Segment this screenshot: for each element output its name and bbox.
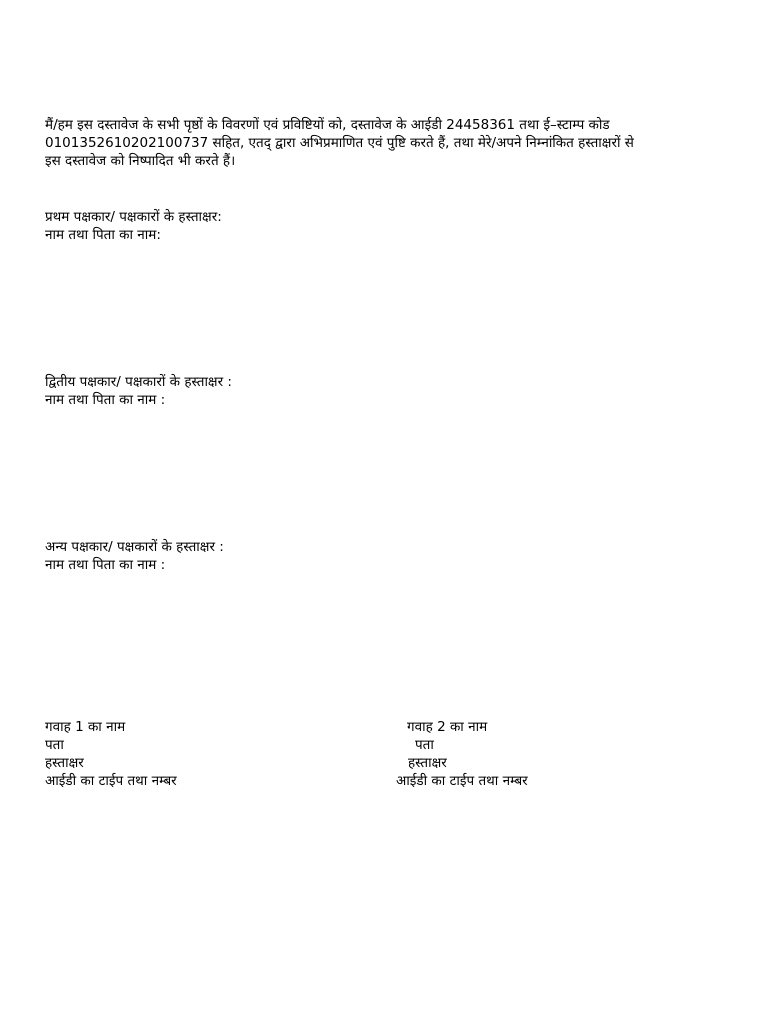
second-party-section: [45, 373, 232, 409]
other-party-signature-label: अन्य पक्षकार/ पक्षकारों के हस्ताक्षर :: [45, 539, 224, 555]
first-party-name-label: नाम तथा पिता का नाम:: [45, 227, 161, 243]
first-party-signature-label: प्रथम पक्षकार/ पक्षकारों के हस्ताक्षर:: [45, 209, 222, 225]
witness-1-name-label: गवाह 1 का नाम: [45, 719, 126, 735]
witness-2-section: [396, 718, 528, 790]
declaration-line-3: इस दस्तावेज को निष्पादित भी करते हैं।: [45, 153, 236, 169]
witness-1-address-label: पता: [45, 737, 64, 753]
declaration-line-1: मैं/हम इस दस्तावेज के सभी पृष्ठों के विवरणों एवं प्रविष्टियों को, दस्तावेज के आईडी 24458361 तथा ई–स्टाम्प कोड: [45, 117, 610, 133]
witness-1-signature-label: हस्ताक्षर: [45, 755, 84, 771]
second-party-name-label: नाम तथा पिता का नाम :: [45, 392, 166, 408]
declaration-line-2: 0101352610202100737 सहित, एतद् द्वारा अभिप्रमाणित एवं पुष्टि करते हैं, तथा मेरे/अपने निम्नांकित हस्ताक्षरों से: [45, 135, 634, 151]
other-party-section: [45, 538, 224, 574]
witness-2-address-label: पता: [415, 737, 434, 753]
witness-1-id-label: आईडी का टाईप तथा नम्बर: [45, 773, 177, 789]
first-party-section: [45, 208, 222, 244]
witness-2-id-label: आईडी का टाईप तथा नम्बर: [396, 773, 528, 789]
declaration-paragraph: [45, 116, 735, 170]
witness-1-section: [45, 718, 177, 790]
second-party-signature-label: द्वितीय पक्षकार/ पक्षकारों के हस्ताक्षर :: [45, 374, 232, 390]
other-party-name-label: नाम तथा पिता का नाम :: [45, 557, 166, 573]
witness-2-name-label: गवाह 2 का नाम: [407, 719, 488, 735]
witness-2-signature-label: हस्ताक्षर: [408, 755, 447, 771]
